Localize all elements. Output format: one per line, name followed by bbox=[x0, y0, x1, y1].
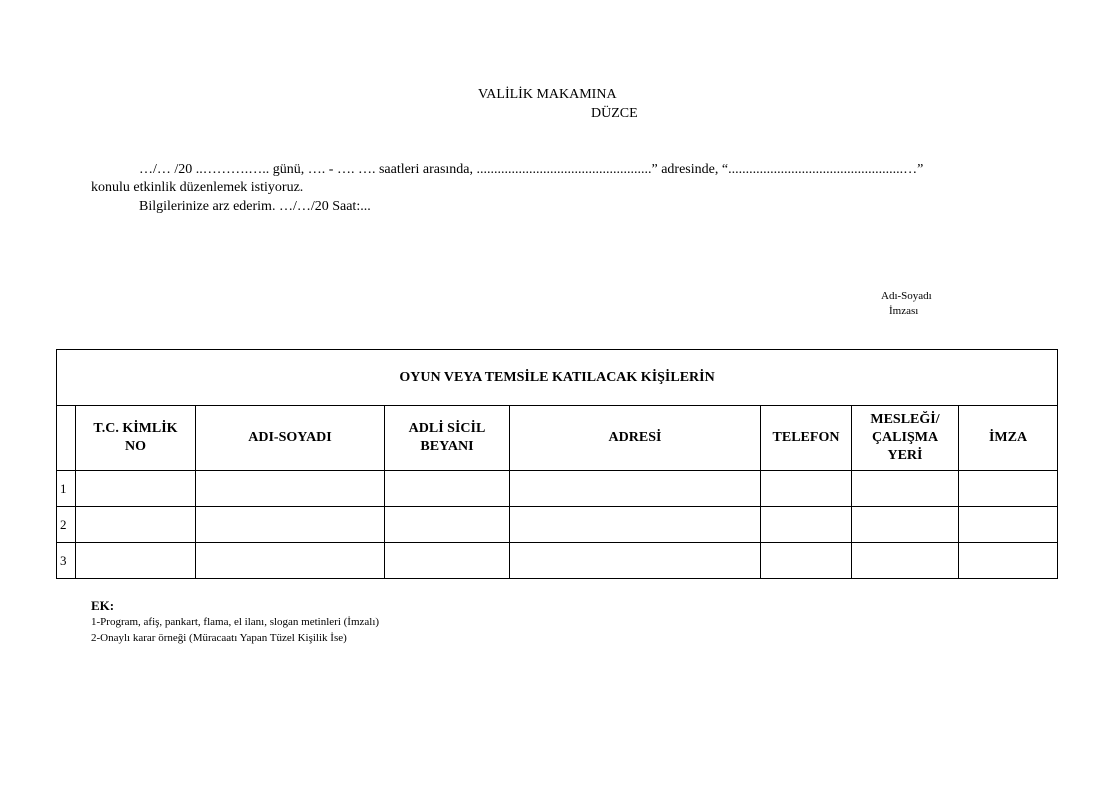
header-text: T.C. KİMLİK bbox=[93, 421, 178, 436]
header-cell-occupation bbox=[852, 406, 959, 471]
table-cell-address[interactable] bbox=[510, 507, 761, 543]
header-cell-tc-no bbox=[76, 406, 196, 471]
attachments-title: EK: bbox=[91, 598, 115, 613]
header-cell-address bbox=[510, 406, 761, 471]
header-cell-number bbox=[57, 406, 76, 471]
addressee-city: DÜZCE bbox=[591, 106, 638, 121]
table-cell-name[interactable] bbox=[196, 507, 385, 543]
table-cell-phone[interactable] bbox=[761, 507, 852, 543]
table-cell-occupation[interactable] bbox=[852, 543, 959, 579]
closing-line: Bilgilerinize arz ederim. …/…/20 Saat:... bbox=[139, 199, 371, 214]
row-number: 3 bbox=[57, 543, 76, 579]
header-text: ADLİ SİCİL bbox=[408, 421, 486, 436]
table-cell-signature[interactable] bbox=[959, 507, 1058, 543]
table-title: OYUN VEYA TEMSİLE KATILACAK KİŞİLERİN bbox=[57, 350, 1058, 406]
row-number: 1 bbox=[57, 471, 76, 507]
header-cell-criminal-record bbox=[385, 406, 510, 471]
table-cell-occupation[interactable] bbox=[852, 507, 959, 543]
table-cell-address[interactable] bbox=[510, 471, 761, 507]
header-cell-phone bbox=[761, 406, 852, 471]
header-text: ÇALIŞMA bbox=[871, 430, 939, 445]
header-text: İMZA bbox=[988, 430, 1028, 445]
header-cell-name bbox=[196, 406, 385, 471]
header-cell-signature bbox=[959, 406, 1058, 471]
table-cell-phone[interactable] bbox=[761, 543, 852, 579]
header-text: YERİ bbox=[887, 448, 923, 463]
table-cell-tc-no[interactable] bbox=[76, 507, 196, 543]
participants-table bbox=[56, 349, 1058, 579]
table-row bbox=[57, 471, 1058, 507]
addressee-title: VALİLİK MAKAMINA bbox=[478, 87, 617, 102]
table-cell-phone[interactable] bbox=[761, 471, 852, 507]
header-text: ADI-SOYADI bbox=[248, 430, 332, 445]
table-cell-occupation[interactable] bbox=[852, 471, 959, 507]
signature-name-label: Adı-Soyadı bbox=[881, 290, 932, 302]
request-paragraph-continuation: konulu etkinlik düzenlemek istiyoruz. bbox=[91, 180, 304, 195]
attachment-item: 1-Program, afiş, pankart, flama, el ilanı, slogan metinleri (İmzalı) bbox=[91, 616, 380, 628]
table-cell-tc-no[interactable] bbox=[76, 543, 196, 579]
table-header-row bbox=[57, 406, 1058, 471]
header-text: ADRESİ bbox=[608, 430, 662, 445]
table-row bbox=[57, 543, 1058, 579]
table-title-row bbox=[57, 350, 1058, 406]
table-cell-criminal-record[interactable] bbox=[385, 543, 510, 579]
table-cell-criminal-record[interactable] bbox=[385, 471, 510, 507]
header-text: NO bbox=[125, 439, 146, 454]
table-cell-address[interactable] bbox=[510, 543, 761, 579]
header-text: TELEFON bbox=[772, 430, 840, 445]
attachment-item: 2-Onaylı karar örneği (Müracaatı Yapan Tüzel Kişilik İse) bbox=[91, 632, 347, 644]
table-cell-tc-no[interactable] bbox=[76, 471, 196, 507]
table-cell-name[interactable] bbox=[196, 543, 385, 579]
table-cell-signature[interactable] bbox=[959, 471, 1058, 507]
table-cell-name[interactable] bbox=[196, 471, 385, 507]
request-paragraph: …/… /20 ..……….….. günü, …. - …. …. saatleri arasında, ..................................................” adresinde, “..................................................…” bbox=[139, 162, 924, 177]
header-text: MESLEĞİ/ bbox=[870, 412, 940, 427]
table-row bbox=[57, 507, 1058, 543]
row-number: 2 bbox=[57, 507, 76, 543]
header-text: BEYANI bbox=[420, 439, 474, 454]
table-cell-criminal-record[interactable] bbox=[385, 507, 510, 543]
signature-sign-label: İmzası bbox=[889, 305, 919, 317]
table-cell-signature[interactable] bbox=[959, 543, 1058, 579]
